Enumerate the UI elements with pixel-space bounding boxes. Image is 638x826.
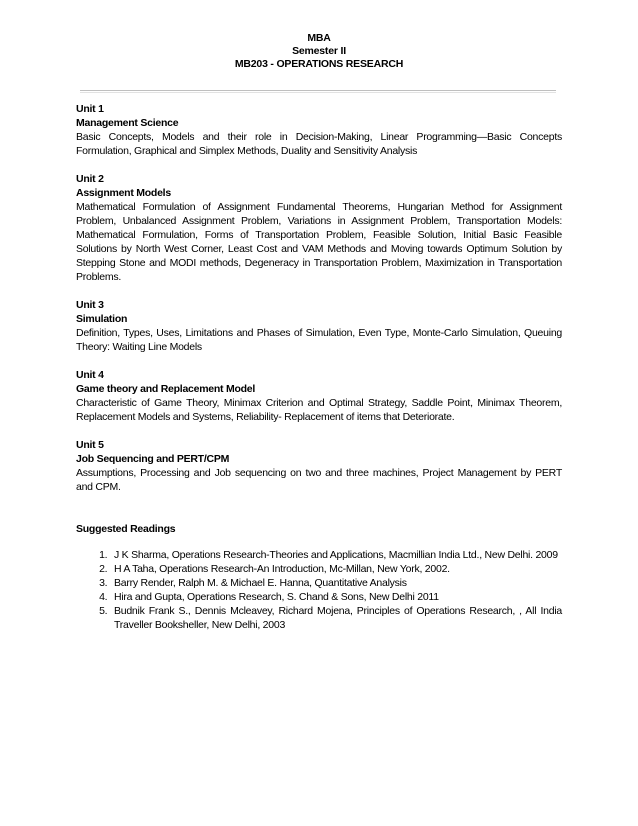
reading-item: 4. Hira and Gupta, Operations Research, S. Chand & Sons, New Delhi 2011: [110, 590, 562, 604]
program-title: MBA: [307, 32, 331, 44]
unit-number: Unit 1: [76, 103, 104, 115]
unit-number: Unit 3: [76, 299, 104, 311]
unit-title: Management Science: [76, 117, 179, 129]
header-divider: [80, 90, 556, 93]
course-title: MB203 - OPERATIONS RESEARCH: [234, 58, 404, 70]
unit-title: Assignment Models: [76, 187, 171, 199]
reading-item: 1. J K Sharma, Operations Research-Theories and Applications, Macmillian India Ltd., New Delhi. 2009: [110, 548, 562, 562]
unit-3: [76, 298, 562, 354]
unit-description: Definition, Types, Uses, Limitations and Phases of Simulation, Even Type, Monte-Carlo Simulation, Queuing Theory: Waiting Line Models: [76, 327, 562, 353]
unit-5: [76, 438, 562, 494]
unit-4: [76, 368, 562, 424]
unit-description: Mathematical Formulation of Assignment Fundamental Theorems, Hungarian Method for Assignment Problem, Unbalanced Assignment Problem, Variations in Assignment Problem, Transportation Models: Mathematical Formulation, Forms of Transportation Problem, Feasible Solution, Initial Basic Feasible Solutions by North West Corner, Least Cost and VAM Methods and Moving towards Optimum Solution by Stepping Stone and MODI methods, Degeneracy in Transportation Problem, Maximization in Transportation Problems.: [76, 201, 562, 283]
unit-title: Job Sequencing and PERT/CPM: [76, 453, 230, 465]
unit-description: Characteristic of Game Theory, Minimax Criterion and Optimal Strategy, Saddle Point, Minimax Theorem, Replacement Models and Systems, Reliability- Replacement of items that Deteriorate.: [76, 397, 562, 423]
unit-title: Simulation: [76, 313, 128, 325]
unit-1: [76, 102, 562, 158]
suggested-readings-heading: Suggested Readings: [76, 523, 176, 535]
unit-title: Game theory and Replacement Model: [76, 383, 256, 395]
reading-item: 5. Budnik Frank S., Dennis Mcleavey, Richard Mojena, Principles of Operations Research, , All India Traveller Booksheller, New Delhi, 2003: [110, 604, 562, 632]
unit-description: Assumptions, Processing and Job sequencing on two and three machines, Project Management by PERT and CPM.: [76, 467, 562, 493]
unit-description: Basic Concepts, Models and their role in Decision-Making, Linear Programming—Basic Concepts Formulation, Graphical and Simplex Methods, Duality and Sensitivity Analysis: [76, 131, 562, 157]
document-header: [0, 32, 638, 71]
unit-number: Unit 4: [76, 369, 104, 381]
reading-item: 2. H A Taha, Operations Research-An Introduction, Mc-Millan, New York, 2002.: [110, 562, 562, 576]
unit-number: Unit 2: [76, 173, 104, 185]
readings-list: [76, 548, 562, 632]
unit-number: Unit 5: [76, 439, 104, 451]
syllabus-content: [76, 102, 562, 632]
semester-title: Semester II: [292, 45, 346, 57]
unit-2: [76, 172, 562, 284]
reading-item: 3. Barry Render, Ralph M. & Michael E. Hanna, Quantitative Analysis: [110, 576, 562, 590]
